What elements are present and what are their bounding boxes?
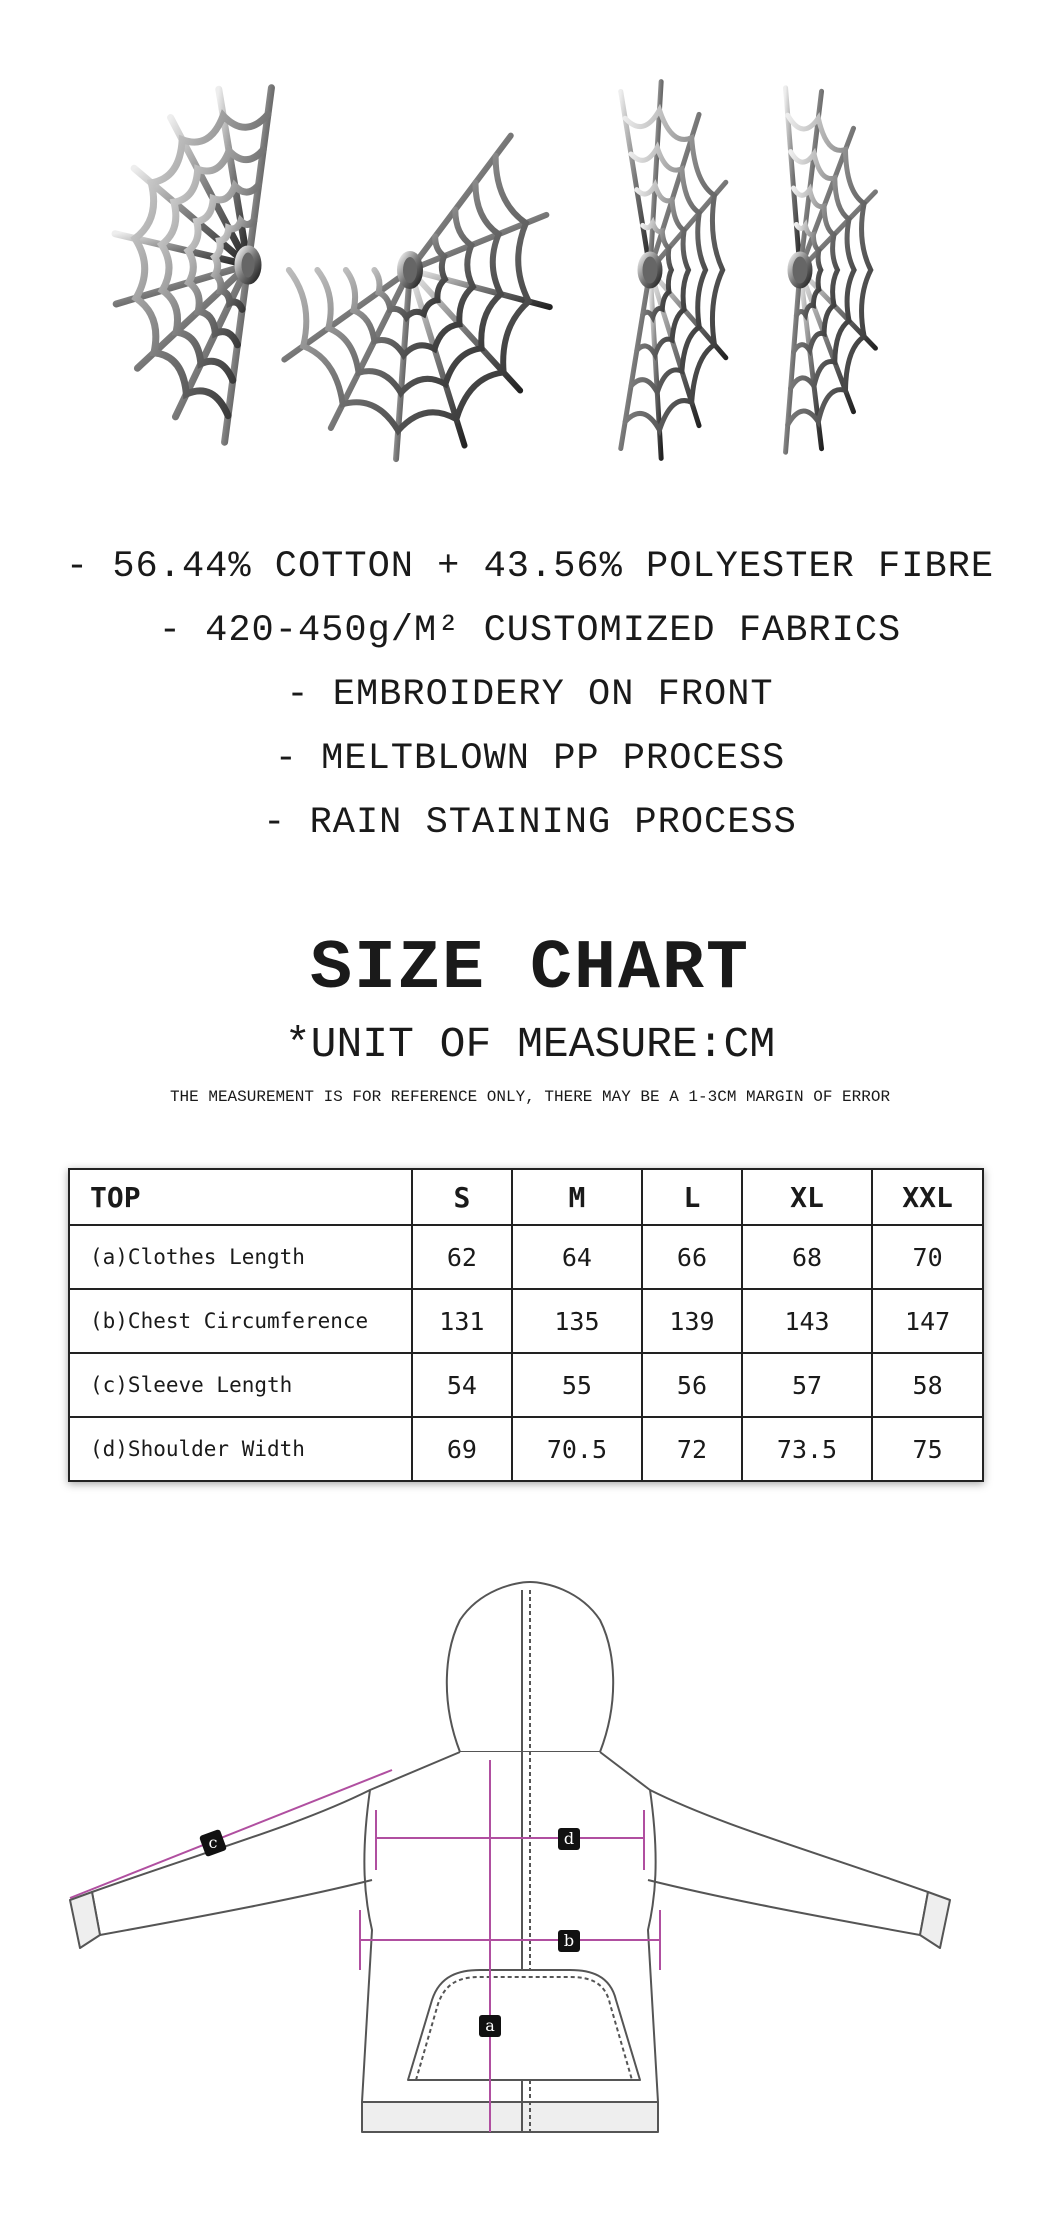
web-center: [400, 254, 420, 286]
table-cell: 131: [412, 1289, 512, 1353]
table-header-row: [69, 1169, 983, 1225]
table-cell: 64: [512, 1225, 642, 1289]
header-cell: S: [412, 1169, 512, 1225]
header-cell: L: [642, 1169, 742, 1225]
left-cuff: [70, 1892, 100, 1948]
feature-item: - 420-450g/M² CUSTOMIZED FABRICS: [158, 610, 902, 652]
right-sleeve: [648, 1790, 928, 1935]
hem-band: [362, 2102, 658, 2132]
header-cell: M: [512, 1169, 642, 1225]
table-cell: 73.5: [742, 1417, 872, 1481]
size-chart-title: SIZE CHART: [309, 930, 751, 1009]
table-cell: 147: [872, 1289, 983, 1353]
feature-item: - EMBROIDERY ON FRONT: [286, 674, 774, 716]
label-c: c: [208, 1833, 218, 1852]
web-center: [640, 254, 660, 286]
table-cell: 68: [742, 1225, 872, 1289]
label-d: d: [563, 1829, 575, 1848]
measurement-note: THE MEASUREMENT IS FOR REFERENCE ONLY, THERE MAY BE A 1-3CM MARGIN OF ERROR: [169, 1088, 891, 1106]
header-cell: XXL: [872, 1169, 983, 1225]
table-row: [69, 1353, 983, 1417]
web-piece: [621, 82, 736, 459]
table-cell: 58: [872, 1353, 983, 1417]
table-cell: (d)Shoulder Width: [69, 1417, 412, 1481]
kangaroo-pocket: [408, 1970, 640, 2080]
header-cell: XL: [742, 1169, 872, 1225]
table-cell: 72: [642, 1417, 742, 1481]
table-cell: 143: [742, 1289, 872, 1353]
table-cell: 70: [872, 1225, 983, 1289]
feature-item: - MELTBLOWN PP PROCESS: [274, 738, 786, 780]
table-cell: (b)Chest Circumference: [69, 1289, 412, 1353]
table-cell: 57: [742, 1353, 872, 1417]
table-cell: 75: [872, 1417, 983, 1481]
web-piece: [268, 136, 550, 459]
feature-item: - RAIN STAINING PROCESS: [263, 802, 797, 844]
table-row: [69, 1289, 983, 1353]
unit-of-measure: *UNIT OF MEASURE:CM: [284, 1020, 776, 1069]
label-a: a: [485, 2016, 495, 2035]
table-cell: 66: [642, 1225, 742, 1289]
label-b: b: [563, 1931, 575, 1950]
table-cell: (c)Sleeve Length: [69, 1353, 412, 1417]
web-piece: [786, 88, 884, 452]
table-cell: 55: [512, 1353, 642, 1417]
table-cell: 69: [412, 1417, 512, 1481]
feature-item: - 56.44% COTTON + 43.56% POLYESTER FIBRE: [65, 546, 995, 588]
table-cell: 70.5: [512, 1417, 642, 1481]
web-center: [790, 254, 810, 286]
table-cell: 139: [642, 1289, 742, 1353]
spider-web-embroidery-image: [0, 0, 1060, 500]
table-cell: 62: [412, 1225, 512, 1289]
header-cell: TOP: [69, 1169, 412, 1225]
size-table: [68, 1168, 984, 1482]
web-piece: [115, 88, 271, 443]
feature-list: [0, 535, 1060, 855]
table-cell: 135: [512, 1289, 642, 1353]
table-cell: 56: [642, 1353, 742, 1417]
table-cell: 54: [412, 1353, 512, 1417]
table-cell: (a)Clothes Length: [69, 1225, 412, 1289]
hoodie-measurement-diagram: [60, 1580, 1000, 2140]
measure-line-c: [70, 1770, 392, 1898]
table-row: [69, 1417, 983, 1481]
table-row: [69, 1225, 983, 1289]
web-center: [238, 249, 258, 281]
left-sleeve: [92, 1790, 372, 1935]
right-cuff: [920, 1892, 950, 1948]
